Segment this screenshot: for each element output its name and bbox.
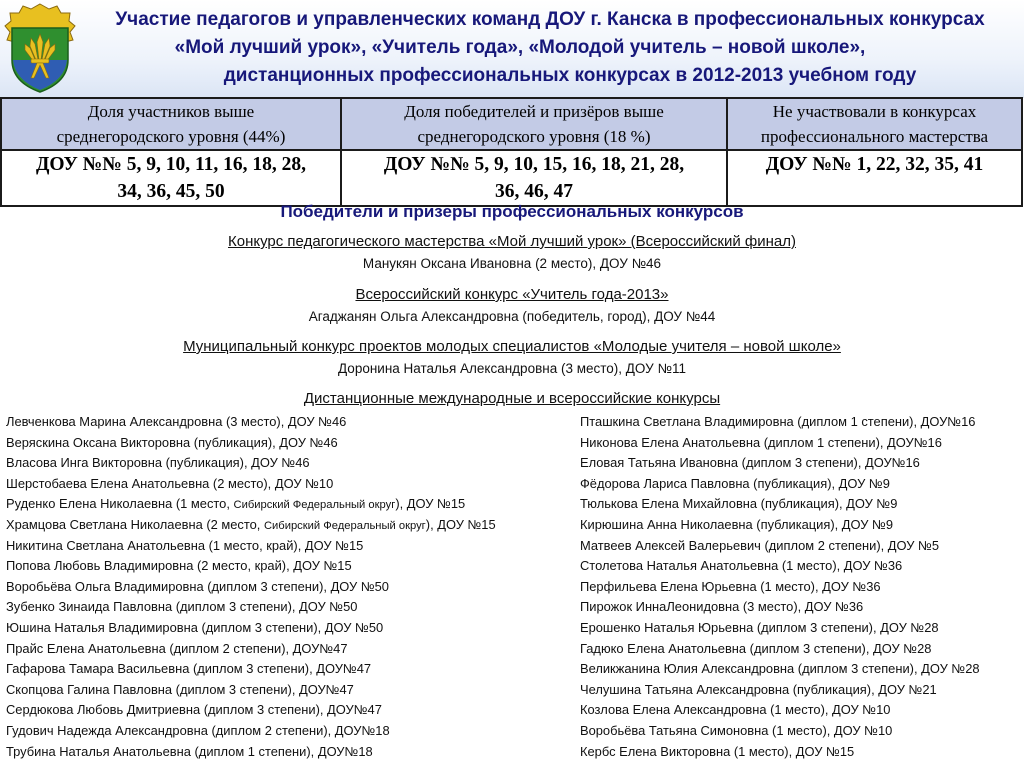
list-item: Попова Любовь Владимировна (2 место, край), ДОУ №15	[6, 558, 352, 574]
right-winners-list	[580, 412, 980, 762]
list-item: Юшина Наталья Владимировна (диплом 3 степени), ДОУ №50	[6, 619, 384, 635]
list-item: Фёдорова Лариса Павловна (публикация), ДОУ №9	[580, 475, 890, 491]
list-item: Гафарова Тамара Васильевна (диплом 3 степени), ДОУ№47	[6, 661, 372, 677]
contest-winner: Манукян Оксана Ивановна (2 место), ДОУ №46	[362, 256, 662, 271]
header-cell-not-participated	[727, 98, 1022, 150]
value-cell-winners	[341, 150, 727, 206]
list-item: Сердюкова Любовь Дмитриевна (диплом 3 степени), ДОУ№47	[6, 702, 382, 718]
title-line-2: «Мой лучший урок», «Учитель года», «Молодой учитель – новой школе»,	[174, 37, 866, 58]
contest-winner: Агаджанян Ольга Александровна (победитель, город), ДОУ №44	[308, 309, 716, 324]
list-item: Воробьёва Ольга Владимировна (диплом 3 степени), ДОУ №50	[6, 578, 389, 594]
list-item: Кербс Елена Викторовна (1 место), ДОУ №15	[580, 743, 855, 759]
header-banner	[0, 0, 1024, 98]
list-item: Воробьёва Татьяна Симоновна (1 место), ДОУ №10	[580, 722, 893, 738]
summary-values-row	[1, 150, 1022, 206]
header-text: Доля участников выше	[87, 102, 255, 121]
list-item: Скопцова Галина Павловна (диплом 3 степени), ДОУ№47	[6, 681, 354, 697]
contest-title: Конкурс педагогического мастерства «Мой лучший урок» (Всероссийский финал)	[228, 233, 796, 250]
header-text: Не участвовали в конкурсах	[772, 102, 977, 121]
header-text: Доля победителей и призёров выше	[404, 102, 664, 121]
list-item: Пирожок ИннаЛеонидовна (3 место), ДОУ №36	[580, 599, 864, 615]
list-item	[6, 515, 496, 536]
list-item: Перфильева Елена Юрьевна (1 место), ДОУ №36	[580, 578, 881, 594]
value-text: ДОУ №№ 5, 9, 10, 11, 16, 18, 28,	[35, 154, 307, 175]
list-item: Трубина Наталья Анатольевна (диплом 1 степени), ДОУ№18	[6, 743, 373, 759]
header-text: профессионального мастерства	[760, 127, 989, 146]
list-item: Матвеев Алексей Валерьевич (диплом 2 степени), ДОУ №5	[580, 537, 940, 553]
section-subtitle: Победители и призеры профессиональных конкурсов	[280, 202, 744, 221]
summary-header-row	[1, 98, 1022, 150]
list-item: Никитина Светлана Анатольевна (1 место, край), ДОУ №15	[6, 537, 364, 553]
contest-winner: Доронина Наталья Александровна (3 место), ДОУ №11	[338, 361, 686, 376]
header-cell-participants	[1, 98, 341, 150]
header-text: среднегородского уровня (44%)	[56, 127, 286, 146]
list-item: Никонова Елена Анатольевна (диплом 1 степени), ДОУ№16	[580, 434, 942, 450]
list-item: Зубенко Зинаида Павловна (диплом 3 степени), ДОУ №50	[6, 599, 358, 615]
list-item-region: Сибирский Федеральный округ	[263, 519, 426, 532]
page-title	[80, 6, 1020, 90]
list-item: Шерстобаева Елена Анатольевна (2 место), ДОУ №10	[6, 475, 334, 491]
contest-title: Всероссийский конкурс «Учитель года-2013»	[355, 286, 669, 303]
list-item: Еловая Татьяна Ивановна (диплом 3 степени), ДОУ№16	[580, 455, 920, 471]
list-item: Великжанина Юлия Александровна (диплом 3 степени), ДОУ №28	[580, 661, 980, 677]
list-item: Гадюко Елена Анатольевна (диплом 3 степени), ДОУ №28	[580, 640, 932, 656]
list-item: Тюлькова Елена Михайловна (публикация), ДОУ №9	[580, 496, 898, 512]
list-item-text: ), ДОУ №15	[425, 516, 496, 532]
header-cell-winners	[341, 98, 727, 150]
list-item: Челушина Татьяна Александровна (публикация), ДОУ №21	[580, 681, 937, 697]
header-text: среднегородского уровня (18 %)	[417, 127, 651, 146]
value-text: 36, 46, 47	[495, 181, 573, 202]
left-winners-list	[6, 412, 496, 762]
list-item: Пташкина Светлана Владимировна (диплом 1 степени), ДОУ№16	[580, 414, 976, 429]
list-item-text: Руденко Елена Николаевна (1 место,	[6, 496, 234, 512]
value-cell-not-participated	[727, 150, 1022, 206]
list-item: Прайс Елена Анатольевна (диплом 2 степени), ДОУ№47	[6, 640, 348, 656]
list-item: Козлова Елена Александровна (1 место), ДОУ №10	[580, 702, 891, 718]
value-text: ДОУ №№ 5, 9, 10, 15, 16, 18, 21, 28,	[383, 154, 685, 175]
value-text: ДОУ №№ 1, 22, 32, 35, 41	[765, 154, 984, 175]
summary-table	[0, 97, 1023, 207]
list-item-region: Сибирский Федеральный округ	[233, 499, 396, 512]
canary-coat-of-arms-icon	[3, 2, 77, 94]
list-item: Столетова Наталья Анатольевна (1 место), ДОУ №36	[580, 558, 903, 574]
list-item: Веряскина Оксана Викторовна (публикация), ДОУ №46	[6, 434, 338, 450]
list-item: Кирюшина Анна Николаевна (публикация), ДОУ №9	[580, 516, 894, 532]
title-line-3: дистанционных профессиональных конкурсах в 2012-2013 учебном году	[223, 65, 917, 86]
contest-title: Муниципальный конкурс проектов молодых специалистов «Молодые учителя – новой школе»	[183, 338, 841, 355]
list-item: Власова Инга Викторовна (публикация), ДОУ №46	[6, 455, 310, 471]
value-cell-participants	[1, 150, 341, 206]
contest-title: Дистанционные международные и всероссийские конкурсы	[303, 390, 721, 407]
value-text: 34, 36, 45, 50	[117, 181, 225, 202]
list-item: Гудович Надежда Александровна (диплом 2 степени), ДОУ№18	[6, 722, 390, 738]
title-line-1: Участие педагогов и управленческих команд ДОУ г. Канска в профессиональных конкурсах	[115, 9, 985, 30]
list-item-text: ), ДОУ №15	[395, 496, 466, 512]
list-item: Левченкова Марина Александровна (3 место), ДОУ №46	[6, 414, 347, 429]
list-item: Ерошенко Наталья Юрьевна (диплом 3 степени), ДОУ №28	[580, 619, 939, 635]
list-item	[6, 494, 496, 515]
list-item-text: Храмцова Светлана Николаевна (2 место,	[6, 516, 264, 532]
